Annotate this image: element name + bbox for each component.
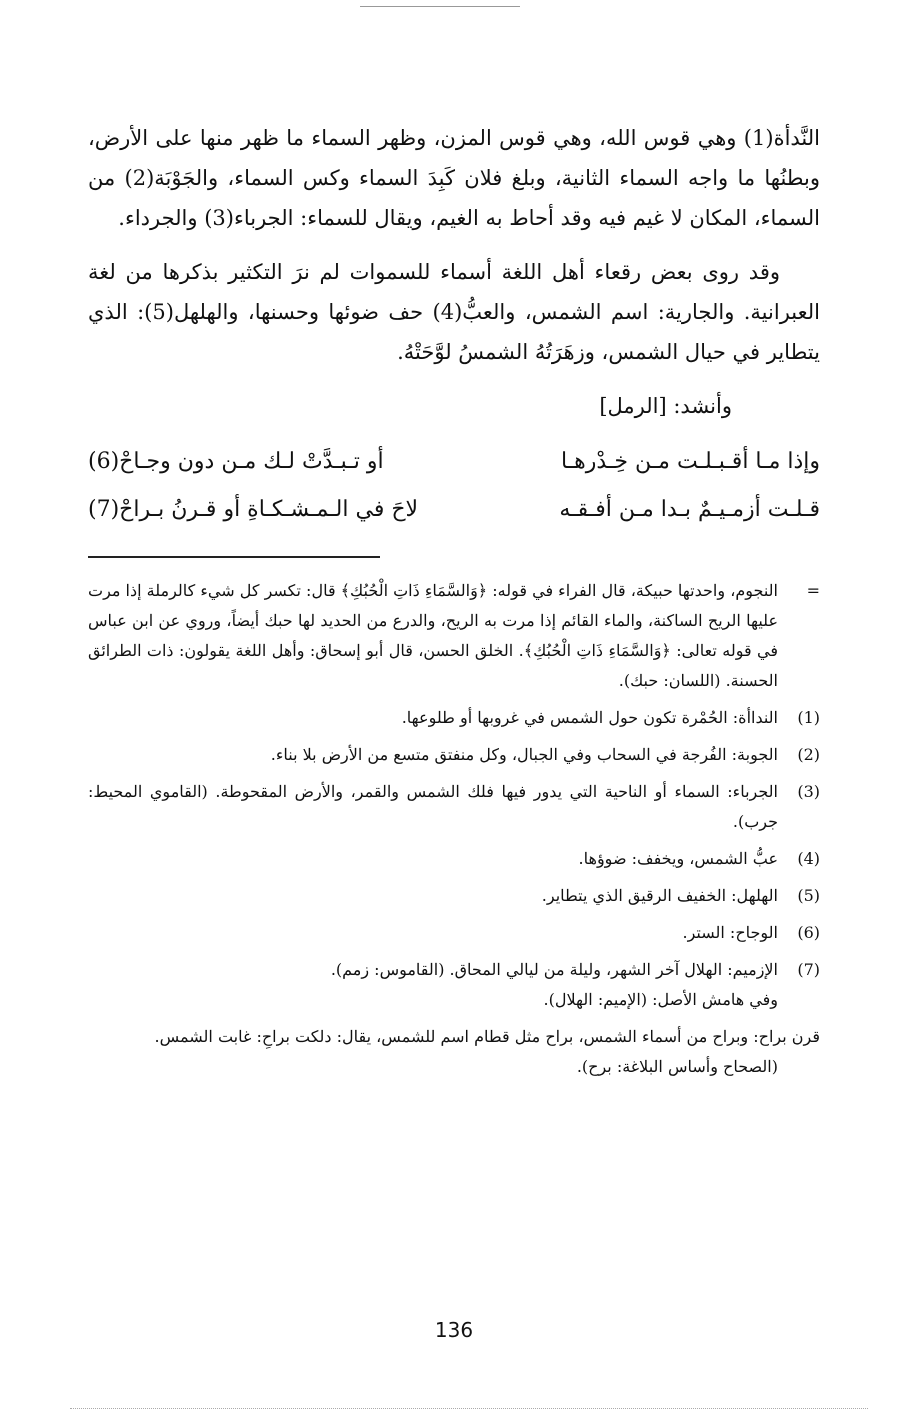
verse-1-first-hemistich: وإذا مـا أقـبـلـت مـن خِـدْرهـا	[561, 449, 820, 474]
footnote-5	[88, 881, 820, 911]
footnote-continuation	[88, 576, 820, 696]
footnote-text: الوجاح: الستر.	[682, 923, 778, 942]
page-number: 136	[434, 1318, 474, 1342]
verse-line-1	[88, 438, 820, 486]
footnote-tail-text: قرن براح: وبراح من أسماء الشمس، براح مثل قطام اسم للشمس، يقال: دلكت براحِ: غابت الشمس.	[154, 1027, 820, 1046]
footnote-number: (4)	[797, 849, 820, 868]
footnote-number: (6)	[797, 923, 820, 942]
footnote-7	[88, 955, 820, 1015]
poem-intro: وأنشد: [الرمل]	[599, 394, 732, 418]
paragraph-1: النَّدأة(1) وهي قوس الله، وهي قوس المزن، وظهر السماء ما ظهر منها على الأرض، وبطنُها ما واجه السماء الثانية، وبلغ فلان كَبِدَ السماء وكس السماء، والجَوْبَة(2) من السماء، المكان لا غيم فيه وقد أحاط به الغيم، ويقال للسماء: الجرباء(3) والجرداء.	[88, 126, 820, 230]
footnote-text: وفي هامش الأصل: (الإميم: الهلال).	[543, 990, 778, 1009]
footnote-text: عبُّ الشمس، ويخفف: ضوؤها.	[578, 849, 778, 868]
continuation-mark: =	[806, 581, 820, 600]
footnote-3	[88, 777, 820, 837]
verse-1-second-hemistich: أو تـبـدَّتْ لـك مـن دون وجـاحْ(6)	[88, 449, 384, 474]
verse-line-2	[88, 486, 820, 534]
footnote-number: (1)	[797, 708, 820, 727]
footnote-text: الجرباء: السماء أو الناحية التي يدور فيها فلك الشمس والقمر، والأرض المقحوطة. (القاموي المحيط: جرب).	[88, 782, 778, 831]
footnote-text: الهلهل: الخفيف الرقيق الذي يتطاير.	[541, 886, 778, 905]
footnote-number: (5)	[797, 886, 820, 905]
footnote-number: (7)	[797, 960, 820, 979]
footnote-text: النداأة: الحُمْرة تكون حول الشمس في غروبها أو طلوعها.	[401, 708, 778, 727]
footnote-continuation-text: النجوم، واحدتها حبيكة، قال الفراء في قوله: ﴿وَالسَّمَاءِ ذَاتِ الْحُبُكِ﴾ قال: تكسر كل شيء كالرملة إذا مرت عليها الريح الساكنة، والماء القائم إذا مرت به الريح، والدرع من الحديد لها حبك أيضاً، وروي عن ابن عباس في قوله تعالى: ﴿وَالسَّمَاءِ ذَاتِ الْحُبُكِ﴾. الخلق الحسن، قال أبو إسحاق: وأهل اللغة يقولون: ذات الطرائق الحسنة. (اللسان: حبك).	[88, 581, 778, 690]
footnote-2	[88, 740, 820, 770]
page-content	[88, 118, 820, 1082]
footnote-1	[88, 703, 820, 733]
footnote-6	[88, 918, 820, 948]
footnote-text: الجوبة: الفُرجة في السحاب وفي الجبال، وكل منفتق متسع من الأرض بلا بناء.	[270, 745, 778, 764]
bottom-rule	[70, 1408, 868, 1409]
footnote-7-tail	[88, 1022, 820, 1082]
verse-2-first-hemistich: قـلـت أزمـيـمٌ بـدا مـن أفـقـه	[559, 497, 820, 522]
footnotes	[88, 576, 820, 1082]
paragraph-2: وقد روى بعض رقعاء أهل اللغة أسماء للسموات لم نرَ التكثير بذكرها من لغة العبرانية. والجارية: اسم الشمس، والعبُّ(4) حف ضوئها وحسنها، والهلهل(5): الذي يتطاير في حيال الشمس، وزهَرَتُهُ الشمسُ لوَّحَتْهُ.	[88, 260, 820, 364]
footnote-tail-source: (الصحاح وأساس البلاغة: برح).	[576, 1057, 778, 1076]
footnote-separator	[88, 556, 380, 558]
footnote-number: (2)	[797, 745, 820, 764]
footnote-4	[88, 844, 820, 874]
verse-2-second-hemistich: لاحَ في الـمـشـكـاةِ أو قـرنُ بـراحْ(7)	[88, 497, 419, 522]
footnote-number: (3)	[797, 782, 820, 801]
footnote-text: الإزميم: الهلال آخر الشهر، وليلة من ليالي المحاق. (القاموس: زمم).	[330, 960, 778, 979]
top-rule	[360, 6, 520, 7]
